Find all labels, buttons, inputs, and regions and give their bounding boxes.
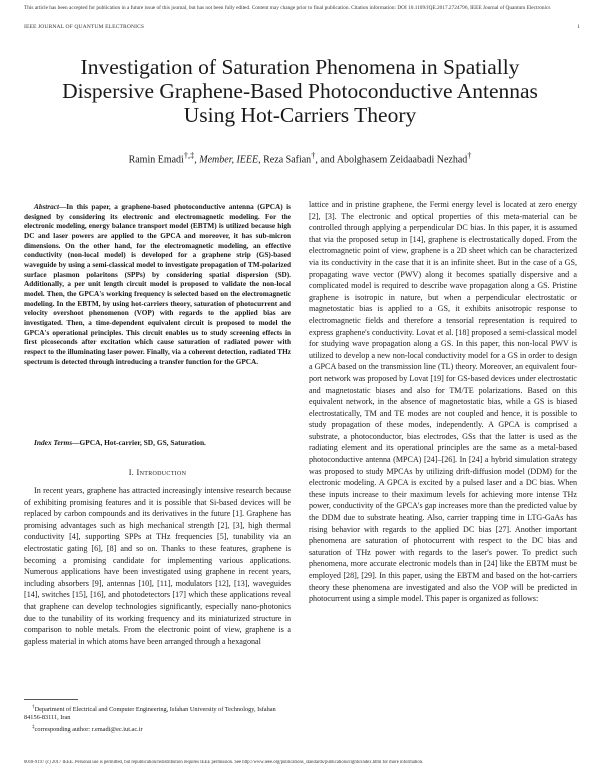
author-1-membership: Member, IEEE	[199, 154, 259, 166]
page-number: 1	[577, 24, 580, 30]
abstract: Abstract—In this paper, a graphene-based photoconductive antenna (GPCA) is designed by considering its electronic and electromagnetic modeling. For the electronic modeling, energy balance transport model (EBTM) is utilized because high DC and laser powers are applied to the GPCA and moreover, it has sub-micron dimensions. On the other hand, for the electromagnetic modeling, an effective conductivity (non-local model) is developed for a graphene strip (GS)-based waveguide by using a semi-classical model to investigate propagation of TM-polarized surface plasmon polaritons (SPPs) by considering spatial dispersion (SD). Additionally, a per unit length circuit model is proposed to validate the non-local model. Then, the GPCA's working frequency is selected based on the electromagnetic modeling. In the EBTM, by using hot-carriers theory, saturation of photocurrent and velocity overshoot phenomenon (VOP) with regards to the applied bias are investigated. Then, a time-dependent equivalent circuit is proposed to model the GPCA's operational principles. This circuit enables us to study screening effects in first picoseconds after excitation which cause saturation of radiated power with respect to the illuminating laser power. Finally, via a coherent detection, radiated THz spectrum is detected through introducing a transfer function for the GPCA.	[24, 203, 291, 366]
intro-paragraph-continued: lattice and in pristine graphene, the Fermi energy level is located at zero energy [2], [3]. The electronic and optical properties of this meta-material can be controlled through applying a perpendicular DC bias. In this paper, it is assumed that via the proposed setup in [14], graphene is electrostatically doped. From the electromagnetic point of view, graphene is a 2D sheet which can be characterized via its conductivity in the case that it is an infinite sheet. But in the case of a GS, propagating wave vector (PWV) along it becomes spatially dispersive and a complicated model is required to describe wave propagation along a GS. Pristine graphene is isotropic in nature, but when a perpendicular electrostatic or magnetostatic bias is applied to a GS, it exhibits anisotropic response to electromagnetic fields and therefore a tensorial representation is required to express graphene's conductivity. Lovat et al. [18] proposed a semi-classical model for studying wave propagation along a GS. In this paper, this non-local PWV is utilized to develop a new non-local conductivity model for a GS in order to design a GPCA based on the transmission line (TL) theory. Moreover, an equivalent four-port network was proposed by Lovat [19] for GS-based devices under electrostatic and magnetostatic biases and also for TM/TE polarizations. Based on this equivalent network, in the absence of magnetostatic bias, while a GS is biased electrostatically, TM and TE modes are not coupled and hence, it is possible to study propagation of these modes, independently. A GPCA is comprised a substrate, a photoconductor, bias electrodes, GSs that the latter is used as the radiating element and its operational principles are the same as a metal-based photoconductive antenna (MPCA) [24]–[26]. In [24] a hybrid simulation strategy was proposed to study MPCAs by utilizing drift-diffusion model (DDM) for the electronic modeling. A GPCA is excited by a pulsed laser and a DC bias. When these inputs increase to their maximum levels for achieving more intense THz power, conductivity of the GPCA's gap increases more than the predicted value by the DDM due to substrate heating. Also, carrier trapping time in LTG-GaAs has rising behavior with regards to the applied DC bias [27]. Another important phenomena are saturation of photocurrent with respect to the DC bias and saturation of THz power with regards to the laser's power. To predict such phenomena, more accurate electronic models than in [24] like the EBTM must be employed [28], [29]. In this paper, using the EBTM and based on the hot-carriers theory these phenomena are investigated and also the VOP will be predicted in photocurrent using a simple model. This paper is organized as follows:	[309, 200, 577, 604]
introduction-body	[24, 485, 291, 690]
footnote-2	[24, 723, 291, 734]
section-heading-introduction	[24, 467, 291, 479]
footnotes	[24, 703, 291, 734]
author-1-marks: †,‡	[183, 151, 195, 160]
author-1: Ramin Emadi	[128, 154, 184, 166]
author-3: Abolghasem Zeidaabadi Nezhad	[336, 154, 468, 166]
index-terms: Index Terms—GPCA, Hot-carrier, SD, GS, Saturation.	[34, 438, 206, 447]
footnote-1-mark: †	[32, 704, 35, 710]
abstract-text: In this paper, a graphene-based photoconductive antenna (GPCA) is designed by considering its electronic and electromagnetic modeling. For the electronic modeling, energy balance transport model (EBTM) is utilized because high DC and laser powers are applied to the GPCA and moreover, it has sub-micron dimensions. On the other hand, for the electromagnetic modeling, an effective conductivity (non-local model) is developed for a graphene strip (GS)-based waveguide by using a semi-classical model to investigate propagation of TM-polarized surface plasmon polaritons (SPPs) by considering spatial dispersion (SD). Additionally, a per unit length circuit model is proposed to validate the non-local model. Then, the GPCA's working frequency is selected based on the electromagnetic modeling. In the EBTM, by using hot-carriers theory, saturation of photocurrent and velocity overshoot phenomenon (VOP) with regards to the applied bias are investigated. Then, a time-dependent equivalent circuit is proposed to model the GPCA's operational principles. This circuit enables us to study screening effects in first picoseconds after excitation which cause saturation of radiated power with respect to the illuminating laser power. Finally, via a coherent detection, radiated THz spectrum is detected through introducing a transfer function for the GPCA.	[24, 203, 291, 366]
author-list: Ramin Emadi†,‡, Member, IEEE, Reza Safian†, and Abolghasem Zeidaabadi Nezhad†	[128, 151, 472, 166]
section-number: I.	[128, 468, 135, 477]
footnote-rule	[24, 699, 78, 700]
index-terms-label: Index Terms	[34, 438, 73, 447]
copyright-footer: 0018-9197 (c) 2017 IEEE. Personal use is permitted, but republication/redistribution requires IEEE permission. See http://www.ieee.org/publications_standards/publications/rights/index.html for more information.	[24, 760, 424, 765]
footnote-1-text: Department of Electrical and Computer Engineering, Isfahan University of Technology, Isfahan 84156-83111, Iran	[24, 706, 276, 722]
right-column-body	[309, 199, 577, 771]
abstract-label: Abstract	[34, 203, 59, 211]
journal-name: IEEE JOURNAL OF QUANTUM ELECTRONICS	[24, 24, 145, 30]
publication-notice: This article has been accepted for publication in a future issue of this journal, but has not been fully edited. Content may change prior to final publication. Citation information: DOI 10.1109/JQE.2017.2724796, IEEE Journal of Quantum Electronics	[24, 5, 551, 11]
author-2-marks: †	[311, 151, 316, 160]
intro-paragraph-1: In recent years, graphene has attracted increasingly intensive research because of exhibiting promising features and it is possible that Si-based devices will be replaced by carbon compounds and its derivatives in the future [1]. Graphene has promising advantages such as high mechanical strength [2], [3], high thermal conductivity [4], supporting SPPs at THz frequencies [5], tunability via an electrostatic gating [6], [8] and so on. Thanks to these features, graphene is becoming a promising candidate for implementing various applications. Numerous applications have been investigated using graphene in recent years, including absorbers [9], antennas [10], [11], modulators [12], [13], waveguides [14], switches [15], [16], and photodetectors [17] which these applications reveal that graphene can develop technologies significantly, especially nano-photonics due to the tunability of its working frequency and its miniaturized structure in comparison to noble metals. From the electronic point of view, graphene is a gapless material in which atoms have been arranged through a hexagonal	[24, 486, 291, 646]
paper-title: Investigation of Saturation Phenomena in Spatially Dispersive Graphene-Based Photoconductive Antennas Using Hot-Carriers Theory	[62, 55, 538, 127]
index-terms-text: GPCA, Hot-carrier, SD, GS, Saturation.	[79, 438, 206, 447]
footnote-2-text: corresponding author: r.emadi@ec.iut.ac.ir	[34, 725, 143, 733]
author-3-marks: †	[467, 151, 472, 160]
author-2: Reza Safian	[263, 154, 312, 166]
section-title: Introduction	[136, 468, 187, 477]
footnote-1	[24, 703, 291, 723]
footnote-2-mark: ‡	[32, 723, 35, 730]
